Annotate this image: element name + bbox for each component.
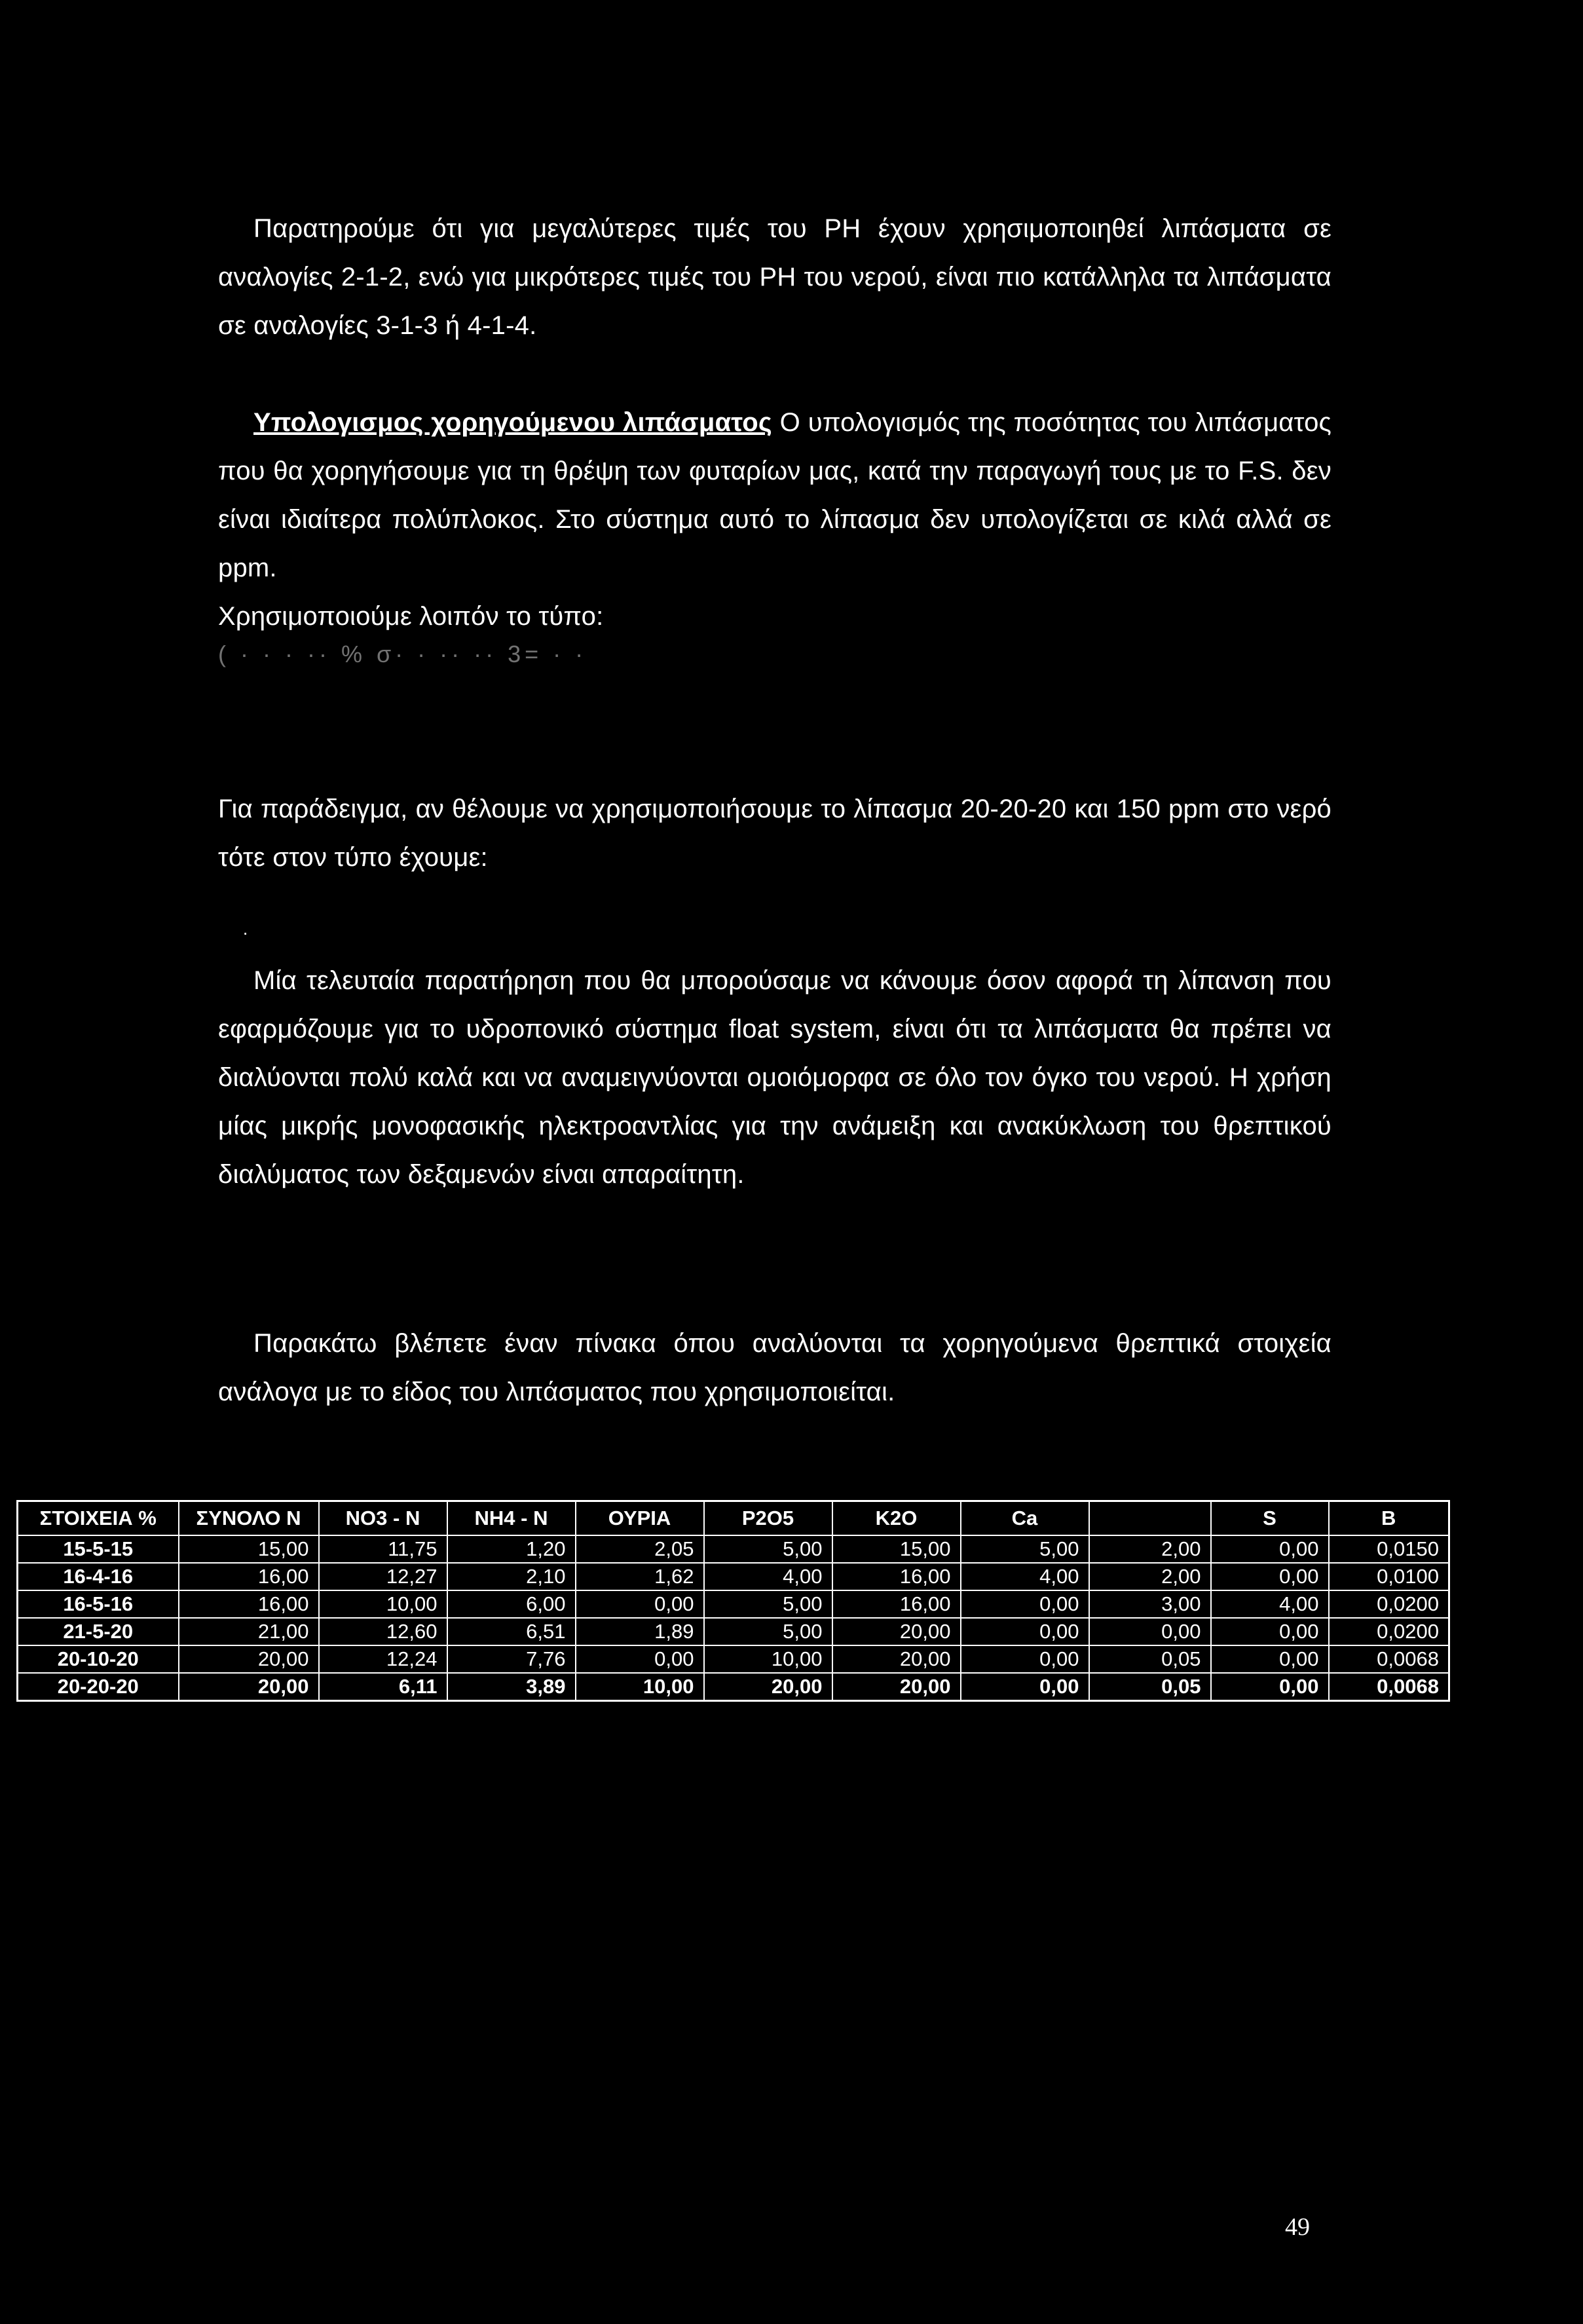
table-cell: 1,62 bbox=[576, 1563, 704, 1590]
table-cell: 0,05 bbox=[1089, 1673, 1211, 1701]
row-label: 16-5-16 bbox=[18, 1590, 179, 1618]
table-cell: 16,00 bbox=[179, 1590, 319, 1618]
table-cell: 16,00 bbox=[832, 1563, 961, 1590]
header-blank bbox=[1089, 1501, 1211, 1536]
table-cell: 2,10 bbox=[447, 1563, 576, 1590]
paragraph-3-text: Για παράδειγμα, αν θέλουμε να χρησιμοποιήσουμε το λίπασμα 20-20-20 και 150 ppm στο νερό τότε στον τύπο έχουμε: bbox=[218, 795, 1332, 872]
table-cell: 6,51 bbox=[447, 1618, 576, 1645]
table-cell: 5,00 bbox=[704, 1535, 832, 1563]
table-cell: 0,0068 bbox=[1329, 1673, 1449, 1701]
nutrient-table bbox=[16, 1500, 1450, 1702]
table-row bbox=[18, 1590, 1449, 1618]
table-row bbox=[18, 1563, 1449, 1590]
paragraph-final-remark bbox=[218, 956, 1332, 1199]
page-number: 49 bbox=[1285, 2213, 1310, 2241]
table-cell: 4,00 bbox=[1211, 1590, 1329, 1618]
table-cell: 15,00 bbox=[832, 1535, 961, 1563]
table-cell: 2,00 bbox=[1089, 1563, 1211, 1590]
table-cell: 2,05 bbox=[576, 1535, 704, 1563]
table-cell: 2,00 bbox=[1089, 1535, 1211, 1563]
table-cell: 15,00 bbox=[179, 1535, 319, 1563]
table-cell: 3,00 bbox=[1089, 1590, 1211, 1618]
header-p2o5: P2O5 bbox=[704, 1501, 832, 1536]
table-cell: 0,0100 bbox=[1329, 1563, 1449, 1590]
table-row bbox=[18, 1645, 1449, 1673]
table-cell: 0,00 bbox=[1211, 1645, 1329, 1673]
table-row bbox=[18, 1535, 1449, 1563]
table-cell: 20,00 bbox=[704, 1673, 832, 1701]
table-cell: 20,00 bbox=[832, 1673, 961, 1701]
table-cell: 0,00 bbox=[576, 1645, 704, 1673]
table-cell: 3,89 bbox=[447, 1673, 576, 1701]
formula-intro-text: Χρησιμοποιούμε λοιπόν το τύπο: bbox=[218, 602, 604, 631]
table-cell: 10,00 bbox=[319, 1590, 447, 1618]
table-cell: 0,0068 bbox=[1329, 1645, 1449, 1673]
nutrient-table-container bbox=[16, 1500, 1448, 1702]
table-cell: 5,00 bbox=[961, 1535, 1089, 1563]
table-cell: 21,00 bbox=[179, 1618, 319, 1645]
row-label: 20-10-20 bbox=[18, 1645, 179, 1673]
paragraph-5-text: Παρακάτω βλέπετε έναν πίνακα όπου αναλύονται τα χορηγούμενα θρεπτικά στοιχεία ανάλογα με το είδος του λιπάσματος που χρησιμοποιείται. bbox=[218, 1329, 1332, 1406]
table-cell: 0,00 bbox=[961, 1590, 1089, 1618]
table-cell: 6,11 bbox=[319, 1673, 447, 1701]
table-cell: 1,20 bbox=[447, 1535, 576, 1563]
table-cell: 20,00 bbox=[179, 1673, 319, 1701]
table-cell: 0,05 bbox=[1089, 1645, 1211, 1673]
header-no3-n: NO3 - N bbox=[319, 1501, 447, 1536]
table-cell: 0,00 bbox=[576, 1590, 704, 1618]
table-cell: 0,0150 bbox=[1329, 1535, 1449, 1563]
table-header-row bbox=[18, 1501, 1449, 1536]
row-label: 15-5-15 bbox=[18, 1535, 179, 1563]
table-cell: 10,00 bbox=[704, 1645, 832, 1673]
table-cell: 1,89 bbox=[576, 1618, 704, 1645]
section-heading: Υπολογισμος χορηγούμενου λιπάσματος bbox=[253, 408, 772, 437]
table-cell: 7,76 bbox=[447, 1645, 576, 1673]
header-s: S bbox=[1211, 1501, 1329, 1536]
paragraph-table-intro bbox=[218, 1319, 1332, 1416]
table-cell: 10,00 bbox=[576, 1673, 704, 1701]
table-cell: 20,00 bbox=[832, 1645, 961, 1673]
table-cell: 12,27 bbox=[319, 1563, 447, 1590]
header-ca: Ca bbox=[961, 1501, 1089, 1536]
table-cell: 4,00 bbox=[961, 1563, 1089, 1590]
table-cell: 0,00 bbox=[1089, 1618, 1211, 1645]
paragraph-2-text: Ο υπολογισμός της ποσότητας του λιπάσματος που θα χορηγήσουμε για τη θρέψη των φυταρίων μας, κατά την παραγωγή τους με το F.S. δεν είναι ιδιαίτερα πολύπλοκος. Στο σύστημα αυτό το λίπασμα δεν υπολογίζεται σε κιλά αλλά σε ppm. bbox=[218, 408, 1332, 582]
table-row bbox=[18, 1673, 1449, 1701]
table-cell: 20,00 bbox=[179, 1645, 319, 1673]
formula-intro-line bbox=[218, 592, 1332, 641]
table-cell: 0,0200 bbox=[1329, 1590, 1449, 1618]
header-elements: ΣΤΟΙΧΕΙΑ % bbox=[18, 1501, 179, 1536]
table-cell: 0,00 bbox=[961, 1618, 1089, 1645]
table-cell: 12,24 bbox=[319, 1645, 447, 1673]
table-cell: 0,0200 bbox=[1329, 1618, 1449, 1645]
table-cell: 0,00 bbox=[1211, 1535, 1329, 1563]
table-cell: 6,00 bbox=[447, 1590, 576, 1618]
table-cell: 16,00 bbox=[179, 1563, 319, 1590]
paragraph-fertilizer-calculation bbox=[218, 398, 1332, 592]
table-cell: 20,00 bbox=[832, 1618, 961, 1645]
table-cell: 5,00 bbox=[704, 1590, 832, 1618]
row-label: 20-20-20 bbox=[18, 1673, 179, 1701]
table-cell: 0,00 bbox=[961, 1645, 1089, 1673]
header-urea: ΟΥΡΙΑ bbox=[576, 1501, 704, 1536]
table-cell: 4,00 bbox=[704, 1563, 832, 1590]
header-k2o: K2O bbox=[832, 1501, 961, 1536]
table-cell: 12,60 bbox=[319, 1618, 447, 1645]
paragraph-1-text: Παρατηρούμε ότι για μεγαλύτερες τιμές του PH έχουν χρησιμοποιηθεί λιπάσματα σε αναλογίες 2-1-2, ενώ για μικρότερες τιμές του PH του νερού, είναι πιο κατάλληλα τα λιπάσματα σε αναλογίες 3-1-3 ή 4-1-4. bbox=[218, 214, 1332, 340]
table-row bbox=[18, 1618, 1449, 1645]
header-nh4-n: NH4 - N bbox=[447, 1501, 576, 1536]
header-b: B bbox=[1329, 1501, 1449, 1536]
row-label: 21-5-20 bbox=[18, 1618, 179, 1645]
table-cell: 0,00 bbox=[1211, 1618, 1329, 1645]
row-label: 16-4-16 bbox=[18, 1563, 179, 1590]
table-cell: 16,00 bbox=[832, 1590, 961, 1618]
table-cell: 5,00 bbox=[704, 1618, 832, 1645]
table-cell: 0,00 bbox=[961, 1673, 1089, 1701]
table-cell: 11,75 bbox=[319, 1535, 447, 1563]
formula-faded-fragment: ( · · · ·· % σ· · ·· ·· 3= · · bbox=[218, 641, 587, 667]
table-cell: 0,00 bbox=[1211, 1673, 1329, 1701]
stray-dot-mark: · bbox=[242, 922, 249, 943]
paragraph-ph-ratios bbox=[218, 204, 1332, 350]
paragraph-4-text: Μία τελευταία παρατήρηση που θα μπορούσαμε να κάνουμε όσον αφορά τη λίπανση που εφαρμόζουμε για το υδροπονικό σύστημα float system, είναι ότι τα λιπάσματα θα πρέπει να διαλύονται πολύ καλά και να αναμειγνύονται ομοιόμορφα σε όλο τον όγκο του νερού. Η χρήση μίας μικρής μονοφασικής ηλεκτροαντλίας για την ανάμειξη και ανακύκλωση του θρεπτικού διαλύματος των δεξαμενών είναι απαραίτητη. bbox=[218, 966, 1332, 1189]
table-cell: 0,00 bbox=[1211, 1563, 1329, 1590]
paragraph-example bbox=[218, 785, 1332, 882]
header-total-n: ΣΥΝΟΛΟ N bbox=[179, 1501, 319, 1536]
